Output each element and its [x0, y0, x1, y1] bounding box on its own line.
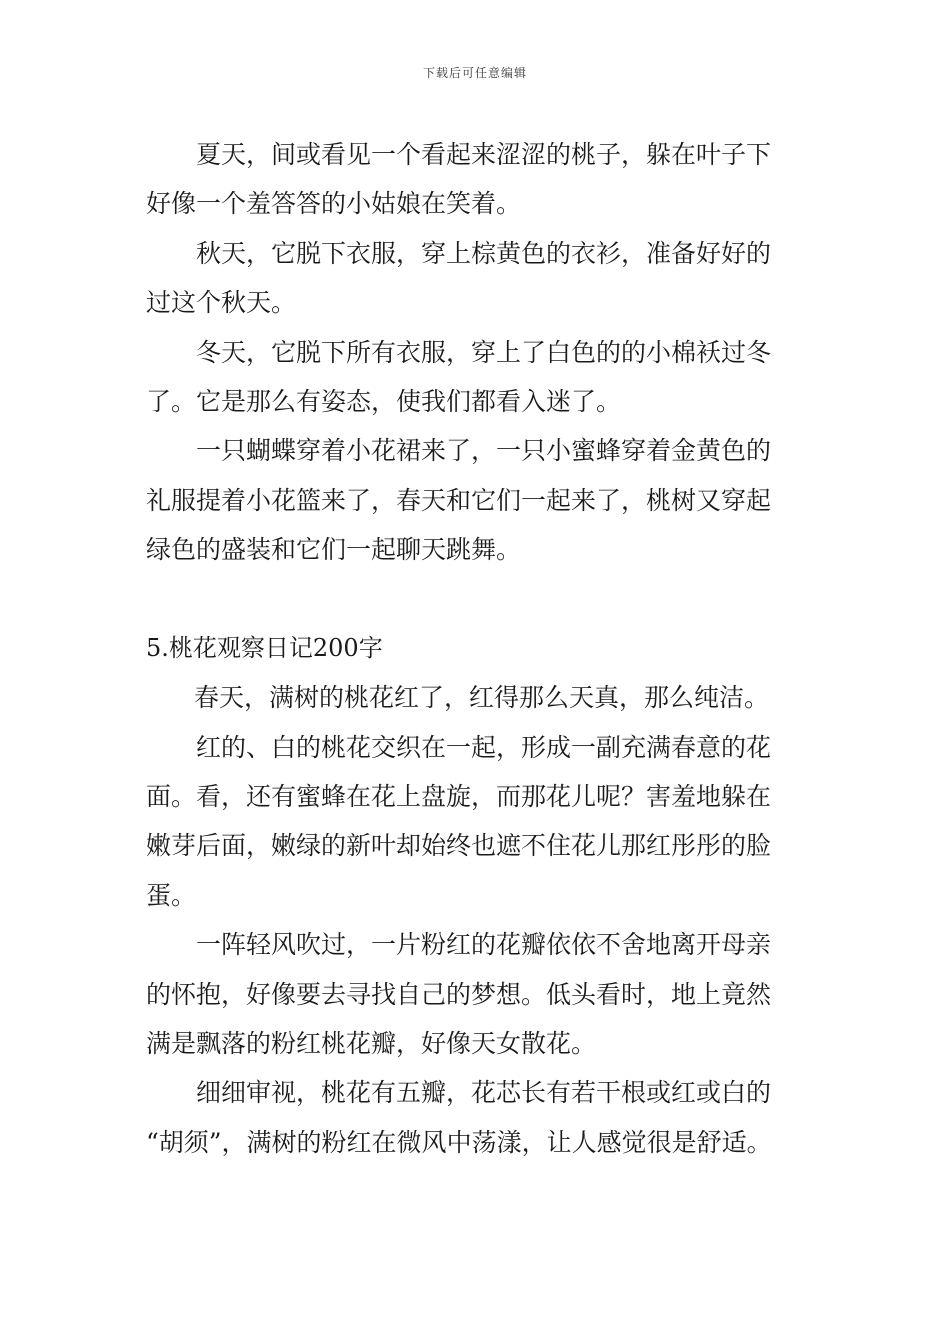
text-line: 红的、白的桃花交织在一起，形成一副充满春意的花 — [196, 732, 772, 762]
section-heading: 5.桃花观察日记200字 — [146, 633, 383, 662]
text-line: 一只蝴蝶穿着小花裙来了，一只小蜜蜂穿着金黄色的 — [196, 436, 772, 466]
blank-line — [146, 575, 808, 624]
text-line: 绿色的盛装和它们一起聊天跳舞。 — [146, 535, 522, 565]
text-line: 细细审视，桃花有五瓣，花芯长有若干根或红或白的 — [196, 1078, 772, 1108]
text-line: “胡须”，满树的粉红在微风中荡漾，让人感觉很是舒适。 — [146, 1127, 772, 1157]
text-line: 的怀抱，好像要去寻找自己的梦想。低头看时，地上竟然 — [146, 979, 772, 1009]
text-line: 夏天，间或看见一个看起来涩涩的桃子，躲在叶子下 — [196, 140, 772, 169]
text-line: 蛋。 — [146, 880, 197, 910]
document-body — [146, 130, 808, 1167]
page-header: 下载后可任意编辑 — [422, 66, 527, 80]
text-line: 满是飘落的粉红桃花瓣，好像天女散花。 — [146, 1029, 597, 1059]
text-line: 春天，满树的桃花红了，红得那么天真，那么纯洁。 — [194, 683, 770, 713]
text-line: 秋天，它脱下衣服，穿上棕黄色的衣衫，准备好好的 — [196, 238, 772, 268]
text-line: 礼服提着小花篮来了，春天和它们一起来了，桃树又穿起 — [146, 485, 772, 515]
text-line: 面。看，还有蜜蜂在花上盘旋，而那花儿呢？害羞地躲在 — [146, 782, 772, 812]
text-line: 过这个秋天。 — [146, 288, 297, 318]
text-line: 冬天，它脱下所有衣服，穿上了白色的的小棉袄过冬 — [196, 337, 772, 367]
text-line: 一阵轻风吹过，一片粉红的花瓣依依不舍地离开母亲 — [196, 930, 772, 960]
text-line: 了。它是那么有姿态，使我们都看入迷了。 — [146, 386, 622, 416]
text-line: 好像一个羞答答的小姑娘在笑着。 — [146, 189, 522, 219]
text-line: 嫩芽后面，嫩绿的新叶却始终也遮不住花儿那红彤彤的脸 — [146, 831, 772, 861]
